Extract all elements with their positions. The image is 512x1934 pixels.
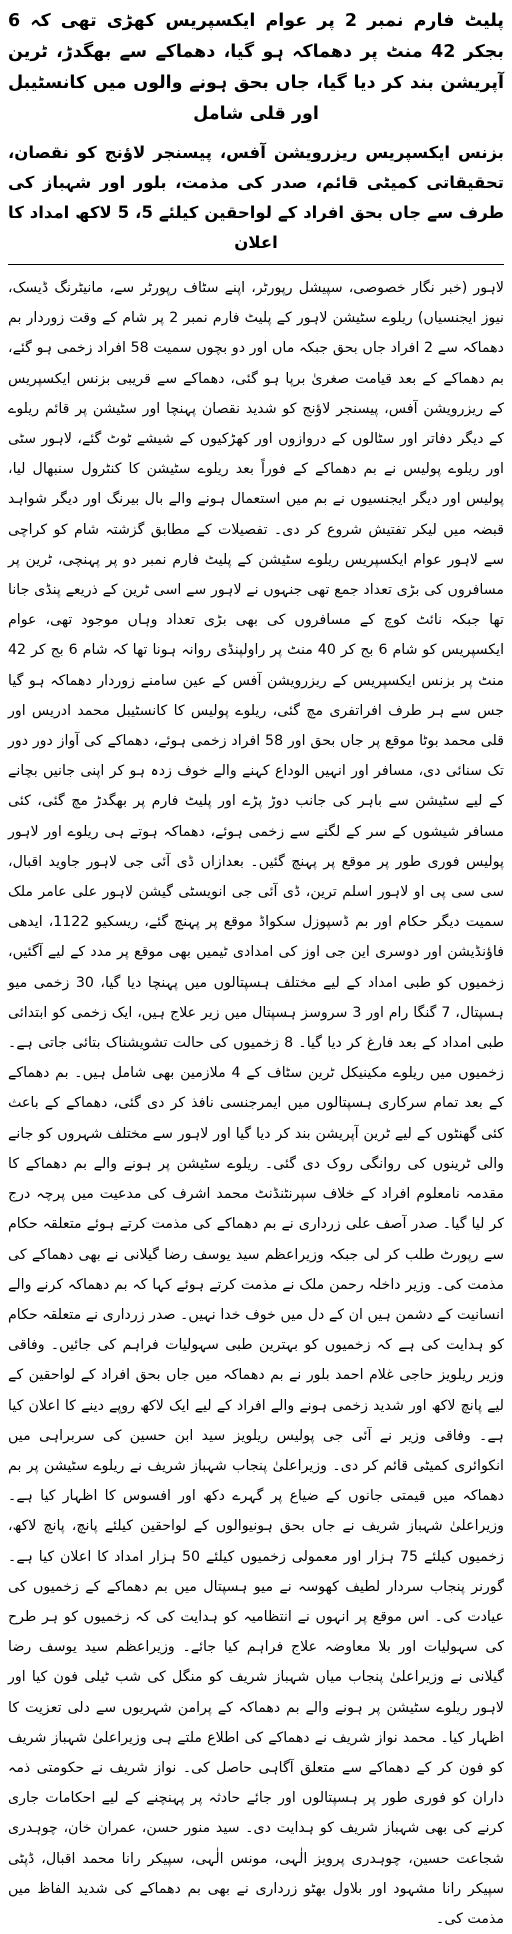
article-subheadline: بزنس ایکسپریس ریزرویشن آفس، پیسنجر لاؤنج کو نقصان، تحقیقاتی کمیٹی قائم، صدر کی مذمت، بلور اور شہباز کی طرف سے جاں بحق افراد کے لواحقین کیلئے 5، 5 لاکھ امداد کا اعلان xyxy=(8,143,505,252)
article-headline: پلیٹ فارم نمبر 2 پر عوام ایکسپریس کھڑی تھی کہ 6 بجکر 42 منٹ پر دھماکہ ہو گیا، دھماکے سے بھگدڑ، ٹرین آپریشن بند کر دیا گیا، جاں بحق ہونے والوں میں کانسٹیبل اور قلی شامل xyxy=(8,11,504,124)
headline-divider xyxy=(8,264,504,265)
article-body: لاہور (خبر نگار خصوصی، سپیشل رپورٹر، اپنے سٹاف رپورٹر سے، مانیٹرنگ ڈیسک، نیوز ایجنسیاں) ریلوے سٹیشن لاہور کے پلیٹ فارم نمبر 2 پر شام کے وقت زوردار بم دھماکہ سے 2 افراد جاں بحق جبکہ ماں اور دو بچوں سمیت 58 افراد زخمی ہو گئے، بم دھماکے کے بعد قیامت صغریٰ برپا ہو گئی، دھماکے سے قریبی بزنس ایکسپریس کے ریزرویشن آفس، پیسنجر لاؤنج کو شدید نقصان پہنچا اور سٹیشن پر قائم ریلوے کے دیگر دفاتر اور سٹالوں کے دروازوں اور کھڑکیوں کے شیشے ٹوٹ گئے، لاہور سٹی اور ریلوے پولیس نے بم دھماکے کے فوراً بعد ریلوے سٹیشن کا کنٹرول سنبھال لیا، پولیس اور دیگر ایجنسیوں نے بم میں استعمال ہونے والے بال بیرنگ اور دیگر شواہد قبضہ میں لیکر تفتیش شروع کر دی۔ تفصیلات کے مطابق گزشتہ شام کو کراچی سے لاہور عوام ایکسپریس ریلوے سٹیشن کے پلیٹ فارم نمبر دو پر پہنچی، ٹرین پر مسافروں کی بڑی تعداد جمع تھی جنہوں نے لاہور سے اسی ٹرین کے ذریعے پنڈی جانا تھا جبکہ نائٹ کوچ کے مسافروں کی بھی بڑی تعداد وہاں موجود تھی، عوام ایکسپریس کو شام 6 بج کر 40 منٹ پر راولپنڈی روانہ ہونا تھا کہ شام 6 بج کر 42 منٹ پر بزنس ایکسپریس کے ریزرویشن آفس کے عین سامنے زوردار دھماکہ ہو گیا جس سے ہر طرف افراتفری مچ گئی، ریلوے پولیس کا کانسٹیبل محمد ادریس اور قلی محمد بوٹا موقع پر جاں بحق اور 58 افراد زخمی ہوئے، دھماکے کی آواز دور دور تک سنائی دی، مسافر اور انہیں الوداع کہنے والے خوف زدہ ہو کر اپنی جانیں بچانے کے لیے سٹیشن سے باہر کی جانب دوڑ پڑے اور پلیٹ فارم پر بھگدڑ مچ گئی، کئی مسافر شیشوں کے سر کے لگنے سے زخمی ہوئے، دھماکہ ہوتے ہی ریلوے اور لاہور پولیس فوری طور پر موقع پر پہنچ گئیں۔ بعدازاں ڈی آئی جی لاہور جاوید اقبال، سی سی پی او لاہور اسلم ترین، ڈی آئی جی انویسٹی گیشن لاہور علی عامر ملک سمیت دیگر حکام اور بم ڈسپوزل سکواڈ موقع پر پہنچ گئے، ریسکیو 1122، ایدھی فاؤنڈیشن اور دوسری این جی اوز کی امدادی ٹیمیں بھی موقع پر مدد کے لیے آگئیں، زخمیوں کو طبی امداد کے لیے مختلف ہسپتالوں میں پہنچا دیا گیا، 30 زخمی میو ہسپتال، 7 گنگا رام اور 3 سروسز ہسپتال میں زیر علاج ہیں، ایک زخمی کو ابتدائی طبی امداد کے بعد فارغ کر دیا گیا۔ 8 زخمیوں کی حالت تشویشناک بتائی جاتی ہے۔ زخمیوں میں ریلوے مکینیکل ٹرین سٹاف کے 4 ملازمین بھی شامل ہیں۔ بم دھماکے کے بعد تمام سرکاری ہسپتالوں میں ایمرجنسی نافذ کر دی گئی، دھماکے کے باعث کئی گھنٹوں کے لیے ٹرین آپریشن بند کر دیا گیا اور لاہور سے مختلف شہروں کو جانے والی ٹرینوں کی روانگی روک دی گئی۔ ریلوے سٹیشن پر ہونے والے بم دھماکے کا مقدمہ نامعلوم افراد کے خلاف سپرنٹنڈنٹ محمد اشرف کی مدعیت میں پرچہ درج کر لیا گیا۔ صدر آصف علی زرداری نے بم دھماکے کی مذمت کرتے ہوئے متعلقہ حکام سے رپورٹ طلب کر لی جبکہ وزیراعظم سید یوسف رضا گیلانی نے بھی دھماکے کی مذمت کی۔ وزیر داخلہ رحمن ملک نے مذمت کرتے ہوئے کہا کہ بم دھماکہ کرنے والے انسانیت کے دشمن ہیں ان کے دل میں خوف خدا نہیں۔ صدر زرداری نے متعلقہ حکام کو ہدایت کی ہے کہ زخمیوں کو بہترین طبی سہولیات فراہم کی جائیں۔ وفاقی وزیر ریلویز حاجی غلام احمد بلور نے بم دھماکہ میں جاں بحق افراد کے لواحقین کے لیے پانچ لاکھ اور شدید زخمی ہونے والے افراد کے لیے ایک لاکھ روپے دینے کا اعلان کیا ہے۔ وفاقی وزیر نے آئی جی پولیس ریلویز سید ابن حسین کی سربراہی میں انکوائری کمیٹی قائم کر دی۔ وزیراعلیٰ پنجاب شہباز شریف نے ریلوے سٹیشن پر بم دھماکہ میں قیمتی جانوں کے ضیاع پر گہرے دکھ اور افسوس کا اظہار کیا ہے۔ وزیراعلیٰ شہباز شریف نے جاں بحق ہونیوالوں کے لواحقین کیلئے پانچ، پانچ لاکھ، زخمیوں کیلئے 75 ہزار اور معمولی زخمیوں کیلئے 50 ہزار امداد کا اعلان کیا ہے۔ گورنر پنجاب سردار لطیف کھوسہ نے میو ہسپتال میں بم دھماکے کے زخمیوں کی عیادت کی۔ اس موقع پر انہوں نے انتظامیہ کو ہدایت کی کہ زخمیوں کو ہر طرح کی سہولیات اور بلا معاوضہ علاج فراہم کیا جائے۔ وزیراعظم سید یوسف رضا گیلانی نے وزیراعلیٰ پنجاب میاں شہباز شریف کو منگل کی شب ٹیلی فون کیا اور لاہور ریلوے سٹیشن پر ہونے والے بم دھماکہ کے پرامن شہریوں سے دلی تعزیت کا اظہار کیا۔ محمد نواز شریف نے دھماکے کی اطلاع ملتے ہی وزیراعلیٰ شہباز شریف کو فون کر کے دھماکے سے متعلق آگاہی حاصل کی۔ نواز شریف نے حکومتی ذمہ داران کو فوری طور پر ہسپتالوں اور جائے حادثہ پر پہنچنے کے لیے احکامات جاری کرنے کی بھی شہباز شریف کو ہدایت دی۔ سید منور حسن، عمران خان، چوہدری شجاعت حسین، چوہدری پرویز الٰہی، مونس الٰہی، سپیکر رانا محمد اقبال، ڈپٹی سپیکر رانا مشہود اور بلاول بھٹو زرداری نے بھی بم دھماکے کی شدید الفاظ میں مذمت کی۔ xyxy=(8,280,505,1927)
